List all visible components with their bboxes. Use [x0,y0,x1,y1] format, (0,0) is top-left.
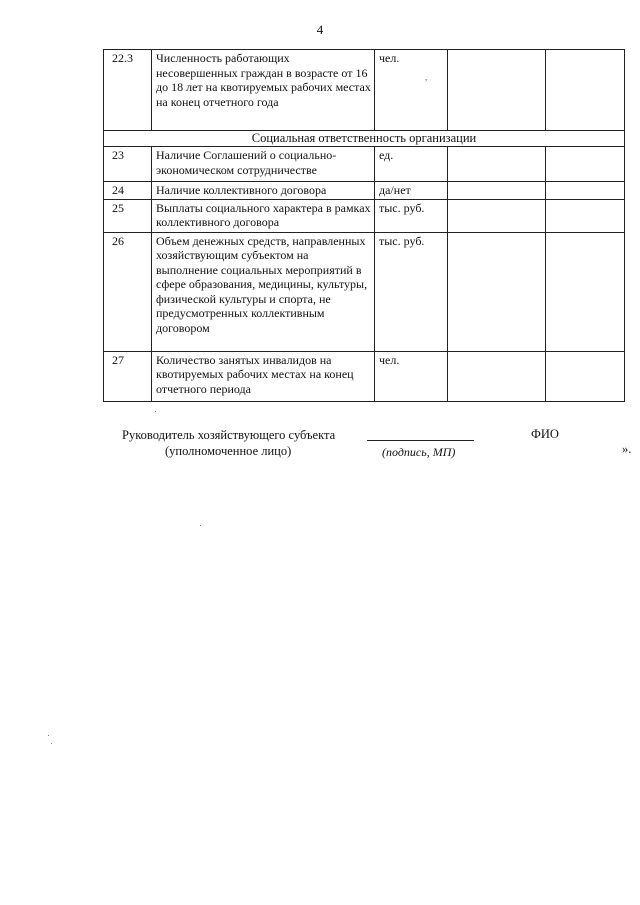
row-value-cell [546,182,625,200]
row-unit [375,50,448,131]
row-indicator: Наличие коллективного договора [152,182,375,200]
table-row [104,182,625,200]
scan-speck [200,525,201,526]
signature-caption: (подпись, МП) [382,445,456,459]
row-value-cell [546,232,625,351]
row-value-cell [448,351,546,401]
row-value-cell [448,199,546,232]
row-value-cell [448,232,546,351]
row-unit: тыс. руб. [375,199,448,232]
row-indicator: Количество занятых инвалидов на квотируемых рабочих местах на конец отчетного периода [152,351,375,401]
row-indicator: Выплаты социального характера в рамках коллективного договора [152,199,375,232]
row-unit: тыс. руб. [375,232,448,351]
signature-block [0,428,640,468]
table-row [104,50,625,131]
fio-label: ФИО [531,427,559,441]
row-indicator: Численность работающих несовершенных граждан в возрасте от 16 до 18 лет на квотируемых рабочих местах на конец отчетного года [152,50,375,131]
row-value-cell [546,147,625,182]
row-value-cell [448,182,546,200]
row-unit: чел. [375,351,448,401]
row-number: 24 [104,182,152,200]
section-row [104,131,625,147]
section-title: Социальная ответственность организации [104,131,625,147]
row-unit: ед. [375,147,448,182]
signer-title: Руководитель хозяйствующего субъекта [122,428,336,442]
signer-subtitle: (уполномоченное лицо) [165,444,292,458]
signature-line [367,440,474,441]
closing-quote: ». [622,442,632,456]
row-number: 23 [104,147,152,182]
scan-speck [155,411,156,412]
row-indicator: Наличие Соглашений о социально-экономическом сотрудничестве [152,147,375,182]
row-number: 22.3 [104,50,152,131]
table-row [104,199,625,232]
row-value-cell [546,50,625,131]
row-indicator: Объем денежных средств, направленных хозяйствующим субъектом на выполнение социальных мероприятий в сфере образования, медицины, культуры, физической культуры и спорта, не предусмотренных коллективным договором [152,232,375,351]
row-number: 26 [104,232,152,351]
table-row [104,232,625,351]
table-row [104,147,625,182]
table-row [104,351,625,401]
unit-text: чел. [379,51,400,65]
row-value-cell [546,351,625,401]
row-value-cell [448,147,546,182]
row-number: 25 [104,199,152,232]
report-table [103,49,625,402]
row-value-cell [546,199,625,232]
row-value-cell [448,50,546,131]
row-unit: да/нет [375,182,448,200]
scan-speck [48,735,49,736]
page-number: 4 [316,22,324,37]
stray-mark: , [425,72,428,82]
scan-speck [51,743,52,744]
row-number: 27 [104,351,152,401]
